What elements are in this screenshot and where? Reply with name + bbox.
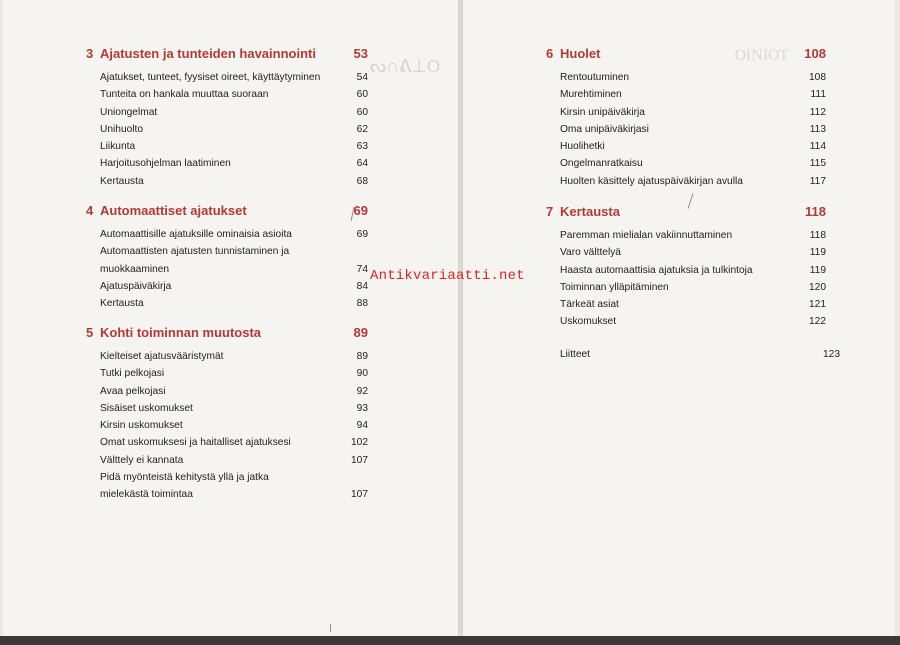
entry-page: 113: [809, 123, 826, 135]
entry-title: Tunteita on hankala muuttaa suoraan: [100, 89, 269, 101]
entry-title: Kertausta: [100, 175, 144, 187]
entry-title: Kertausta: [100, 298, 144, 310]
toc-chapter: [546, 46, 826, 190]
toc-entry[interactable]: [546, 121, 826, 138]
bleed-through-right: ᴼᴵᴺᴵᴼᵀ: [735, 44, 789, 73]
toc-chapter: [86, 203, 368, 312]
chapter-number: 3: [86, 46, 94, 61]
chapter-page: 53: [353, 46, 368, 61]
toc-entry[interactable]: [86, 243, 368, 278]
entry-title: Automaattisille ajatuksille ominaisia asioita: [100, 229, 292, 240]
chapter-number: 6: [546, 46, 554, 61]
entry-page: 94: [356, 420, 368, 432]
entry-title: Rentoutuminen: [560, 72, 630, 83]
entry-title: Tutki pelkojasi: [100, 368, 165, 380]
toc-entry[interactable]: [86, 365, 368, 382]
entry-title: Välttely ei kannata: [100, 454, 184, 466]
toc-entry[interactable]: [86, 469, 368, 504]
entry-page: 88: [356, 298, 368, 310]
entry-title: Omat uskomuksesi ja haitalliset ajatuksesi: [100, 437, 291, 449]
toc-entry[interactable]: [546, 69, 826, 86]
toc-chapter: [546, 204, 826, 331]
entry-page: 107: [351, 489, 368, 501]
entry-page: 121: [809, 299, 826, 311]
entry-page: 117: [809, 175, 826, 187]
entry-page: 102: [351, 437, 368, 449]
chapter-title: Huolet: [560, 46, 601, 61]
entry-page: 60: [356, 89, 368, 101]
entry-title: Uskomukset: [560, 316, 617, 328]
toc-entry[interactable]: [86, 383, 368, 400]
toc-entry[interactable]: [546, 104, 826, 121]
bottom-edge: [0, 636, 900, 645]
entry-page: 120: [809, 281, 826, 293]
entry-title: Varo välttelyä: [560, 247, 621, 259]
chapter-heading[interactable]: [546, 204, 826, 224]
entry-page: 90: [356, 368, 368, 380]
chapter-heading[interactable]: [546, 46, 826, 66]
entry-title: Paremman mielialan vakiinnuttaminen: [560, 230, 733, 241]
chapter-heading[interactable]: [86, 325, 368, 345]
entry-page: 114: [809, 141, 826, 153]
entry-title: Tärkeät asiat: [560, 299, 619, 311]
entry-page: 60: [356, 106, 368, 118]
toc-entry[interactable]: [86, 173, 368, 190]
entry-title: Kirsin unipäiväkirja: [560, 106, 645, 118]
entry-title: Liikunta: [100, 141, 136, 153]
entry-title: Ajatukset, tunteet, fyysiset oireet, käyttäytyminen: [100, 72, 321, 83]
entry-title: Huolihetki: [560, 141, 605, 153]
entry-page: 118: [809, 230, 826, 241]
toc-entry[interactable]: [546, 173, 826, 190]
toc-entry[interactable]: [546, 155, 826, 172]
chapter-title: Kohti toiminnan muutosta: [100, 325, 262, 340]
toc-entry[interactable]: [86, 226, 368, 243]
entry-title: Automaattisten ajatusten tunnistaminen ja muokkaaminen: [100, 246, 290, 275]
chapter-page: 108: [804, 46, 826, 61]
toc-entry[interactable]: [86, 104, 368, 121]
toc-entry[interactable]: [546, 313, 826, 330]
chapter-title: Automaattiset ajatukset: [100, 203, 247, 218]
entry-title: Harjoitusohjelman laatiminen: [100, 158, 231, 170]
entry-page: 115: [809, 158, 826, 170]
toc-entry[interactable]: [86, 155, 368, 172]
entry-page: 123: [823, 349, 840, 360]
toc-entry[interactable]: [546, 296, 826, 313]
chapter-number: 7: [546, 204, 554, 219]
entry-page: 111: [810, 89, 826, 101]
toc-chapter: [86, 46, 368, 190]
entry-page: 93: [356, 402, 368, 414]
entry-page: 92: [356, 385, 368, 397]
toc-entry[interactable]: [546, 86, 826, 103]
toc-entry[interactable]: [546, 138, 826, 155]
toc-entry[interactable]: [86, 138, 368, 155]
entry-title: Murehtiminen: [560, 89, 622, 101]
chapter-title: Ajatusten ja tunteiden havainnointi: [100, 46, 316, 61]
entry-title: Toiminnan ylläpitäminen: [560, 281, 669, 293]
chapter-number: 5: [86, 325, 94, 340]
toc-entry[interactable]: [546, 262, 826, 279]
toc-entry[interactable]: [86, 86, 368, 103]
chapter-page: 69: [353, 203, 368, 218]
toc-entry[interactable]: [546, 227, 826, 244]
toc-entry[interactable]: [86, 121, 368, 138]
entry-title: Kielteiset ajatusvääristymät: [100, 351, 224, 362]
toc-entry[interactable]: [86, 417, 368, 434]
entry-page: 89: [356, 351, 368, 362]
entry-page: 63: [356, 141, 368, 153]
chapter-heading[interactable]: [86, 46, 368, 66]
entry-page: 68: [356, 175, 368, 187]
entry-title: Uniongelmat: [100, 106, 158, 118]
entry-page: 122: [809, 316, 826, 328]
entry-page: 69: [356, 229, 368, 240]
print-mark: [330, 624, 331, 632]
toc-chapter: [86, 325, 368, 504]
entry-title: Oma unipäiväkirjasi: [560, 123, 649, 135]
entry-page: 107: [351, 454, 368, 466]
entry-page: 112: [809, 106, 826, 118]
toc-entry[interactable]: [546, 279, 826, 296]
toc-entry[interactable]: [86, 452, 368, 469]
entry-page: 74: [356, 263, 368, 275]
entry-page: 54: [356, 72, 368, 83]
toc-entry[interactable]: [86, 400, 368, 417]
entry-page: 64: [356, 158, 368, 170]
entry-title: Ongelmanratkaisu: [560, 158, 643, 170]
entry-page: 108: [809, 72, 826, 83]
chapter-number: 4: [86, 203, 94, 218]
entry-title: Kirsin uskomukset: [100, 420, 183, 432]
toc-entry[interactable]: [86, 69, 368, 86]
entry-title: Haasta automaattisia ajatuksia ja tulkintoja: [560, 264, 753, 276]
entry-page: 119: [809, 264, 826, 276]
entry-title: Pidä myönteistä kehitystä yllä ja jatka mielekästä toimintaa: [100, 472, 269, 501]
chapter-page: 89: [353, 325, 368, 340]
toc-entry[interactable]: [86, 295, 368, 312]
toc-appendix[interactable]: [546, 346, 840, 363]
bleed-through-left: ᔓ∩ᕕ⊥O: [370, 56, 441, 76]
toc-entry[interactable]: [546, 244, 826, 261]
entry-title: Avaa pelkojasi: [100, 385, 166, 397]
entry-title: Ajatuspäiväkirja: [100, 280, 172, 292]
toc-entry[interactable]: [86, 434, 368, 451]
toc-entry[interactable]: [86, 278, 368, 295]
chapter-title: Kertausta: [560, 204, 620, 219]
chapter-page: 118: [805, 204, 826, 219]
entry-page: 119: [809, 247, 826, 259]
entry-title: Huolten käsittely ajatuspäiväkirjan avulla: [560, 175, 743, 187]
entry-title: Unihuolto: [100, 123, 144, 135]
entry-page: 62: [356, 123, 368, 135]
watermark-text: Antikvariaatti.net: [370, 268, 525, 284]
toc-entry[interactable]: [86, 348, 368, 365]
entry-title: Sisäiset uskomukset: [100, 402, 193, 414]
entry-title: Liitteet: [560, 349, 591, 360]
chapter-heading[interactable]: [86, 203, 368, 223]
entry-page: 84: [356, 280, 368, 292]
